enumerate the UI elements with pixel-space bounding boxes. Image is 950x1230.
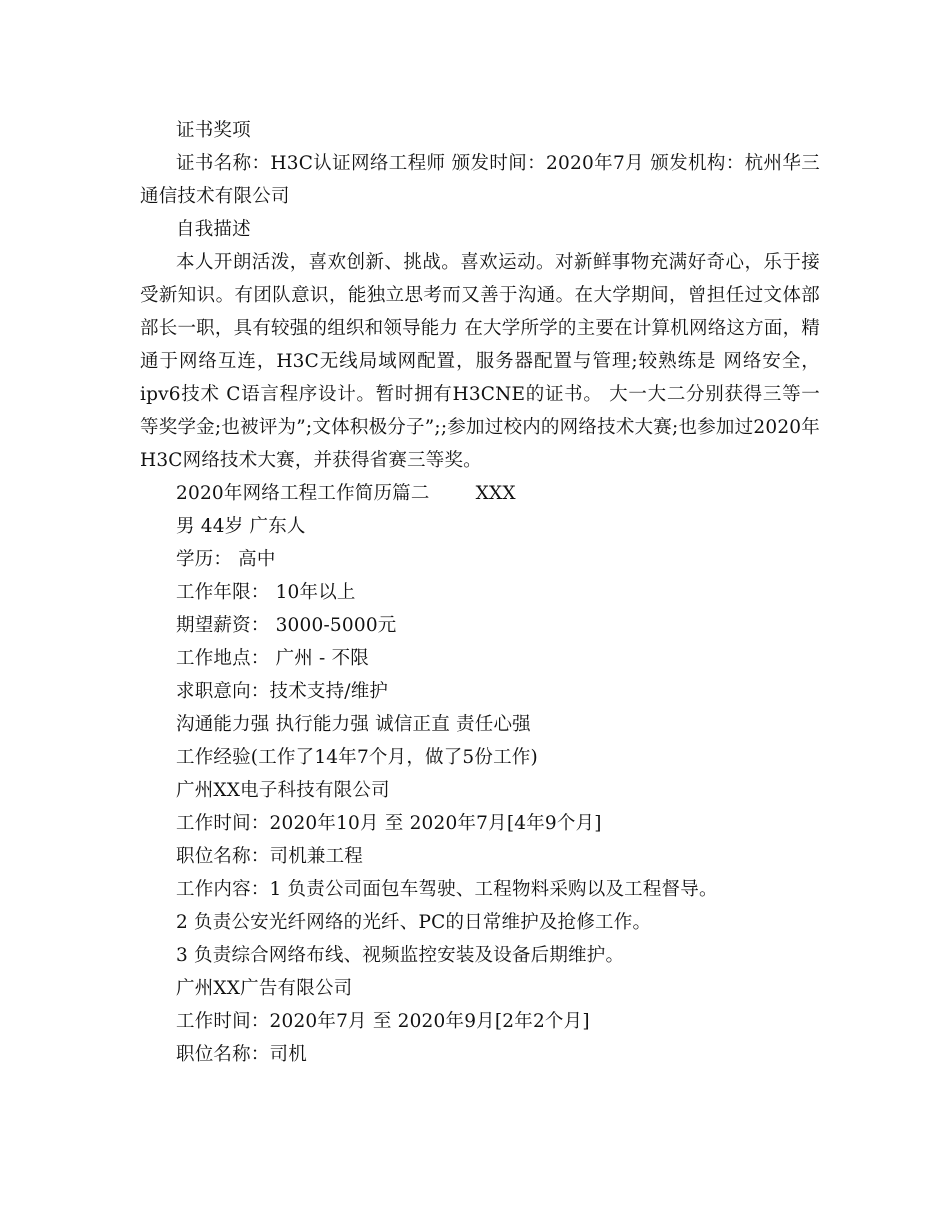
certificates-heading: 证书奖项	[176, 120, 251, 141]
self-description-text: 本人开朗活泼，喜欢创新、挑战。喜欢运动。对新鲜事物充满好奇心，乐于接受新知识。有团队意识，能独立思考而又善于沟通。在大学期间，曾担任过文体部部长一职，具有较强的组织和领导能力 在大学所学的主要在计算机网络这方面，精通于网络互连，H3C无线局域网配置，服务器配置与管理;较熟练是 网络安全，ipv6技术 C语言程序设计。暂时拥有H3CNE的证书。 大一大二分别获得三等一等奖学金;也被评为”;文体积极分子”;;参加过校内的网络技术大赛;也参加过2020年H3C网络技术大赛，并获得省赛三等奖。	[140, 252, 820, 471]
basic-info: 男 44岁 广东人	[176, 516, 306, 537]
job-company: 广州XX电子科技有限公司	[176, 780, 390, 801]
job-position: 职位名称：司机	[176, 1044, 307, 1065]
experience-summary: 工作经验(工作了14年7个月，做了5份工作)	[176, 747, 538, 768]
job-position: 职位名称：司机兼工程	[176, 846, 364, 867]
job-intention: 求职意向：技术支持/维护	[176, 681, 389, 702]
certificate-detail: 证书名称：H3C认证网络工程师 颁发时间：2020年7月 颁发机构：杭州华三通信技术有限公司	[140, 153, 820, 207]
job-duty: 2 负责公安光纤网络的光纤、PC的日常维护及抢修工作。	[176, 912, 652, 933]
document-body	[140, 114, 820, 1071]
work-years: 工作年限： 10年以上	[176, 582, 356, 603]
job-company: 广州XX广告有限公司	[176, 978, 353, 999]
job-time: 工作时间：2020年7月 至 2020年9月[2年2个月]	[176, 1011, 590, 1032]
candidate-name: XXX	[475, 483, 516, 504]
work-location: 工作地点： 广州 - 不限	[176, 648, 369, 669]
resume-title-line	[140, 477, 820, 510]
expected-salary: 期望薪资： 3000-5000元	[176, 615, 397, 636]
job-time: 工作时间：2020年10月 至 2020年7月[4年9个月]	[176, 813, 602, 834]
resume-title: 2020年网络工程工作简历篇二	[176, 483, 430, 504]
self-description-heading: 自我描述	[176, 219, 251, 240]
education: 学历： 高中	[176, 549, 276, 570]
job-duty: 3 负责综合网络布线、视频监控安装及设备后期维护。	[176, 945, 625, 966]
job-duty: 工作内容：1 负责公司面包车驾驶、工程物料采购以及工程督导。	[176, 879, 718, 900]
skill-tags: 沟通能力强 执行能力强 诚信正直 责任心强	[176, 714, 531, 735]
